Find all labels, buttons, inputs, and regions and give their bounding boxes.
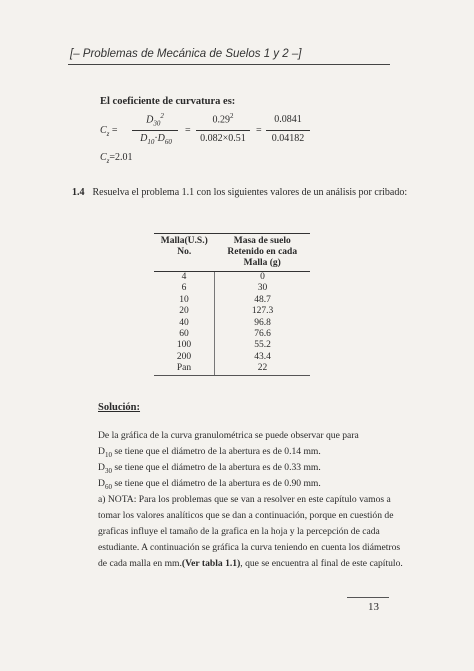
cell-masa: 96.8 <box>254 317 271 328</box>
solution-d10: $D_{10}$ se tiene que el diámetro de la abertura es de 0.14 mm. <box>98 446 321 459</box>
cell-malla: 4 <box>154 272 215 284</box>
problem-text: Resuelva el problema 1.1 con los siguientes valores de un análisis por cribado: <box>92 187 408 198</box>
fraction2-denominator: 0.082×0.51 <box>200 133 246 144</box>
note-line-4: estudiante. A continuación se gráfica la curva teniendo en cuenta los diámetros <box>98 542 401 553</box>
table-row <box>154 306 310 317</box>
cell-malla: 6 <box>154 283 215 294</box>
table-row <box>154 283 310 294</box>
problem-number: 1.4 <box>72 187 85 198</box>
solution-d30: $D_{30}$ se tiene que el diámetro de la abertura es de 0.33 mm. <box>98 462 321 475</box>
cell-masa: 43.4 <box>254 351 271 362</box>
table-row <box>154 318 310 329</box>
solution-intro: De la gráfica de la curva granulométrica se puede observar que para <box>98 430 359 441</box>
cell-masa: 76.6 <box>254 329 271 340</box>
cell-masa: 48.7 <box>254 294 271 305</box>
problem-statement <box>72 187 407 198</box>
curvature-title: El coeficiente de curvatura es: <box>100 96 236 107</box>
cell-masa: 30 <box>257 283 268 294</box>
note-line-2: tomar los valores analíticos que se dan a continuación, porque en cuestión de <box>98 510 394 521</box>
header-rule <box>68 64 390 65</box>
fraction3-numerator: 0.0841 <box>274 114 302 125</box>
footer-rule <box>347 597 389 598</box>
fraction3-bar <box>266 130 310 131</box>
fraction2-bar <box>196 130 250 131</box>
table-row <box>154 363 310 375</box>
cell-masa: 22 <box>215 363 311 375</box>
solution-d60: $D_{60}$ se tiene que el diámetro de la abertura es de 0.90 mm. <box>98 478 321 491</box>
table-row <box>154 295 310 306</box>
table-row <box>154 329 310 340</box>
fraction1-numerator: $D_{30}^2$ <box>146 112 164 128</box>
solution-title: Solución: <box>98 402 141 413</box>
cell-malla: 100 <box>154 340 215 351</box>
cell-malla: 10 <box>154 295 215 306</box>
cell-masa: 0 <box>260 272 265 282</box>
note-line-3: graficas influye el tamaño de la grafica en la hoja y la percepción de cada <box>98 526 380 537</box>
note-line-1: a) NOTA: Para los problemas que se van a resolver en este capítulo vamos a <box>98 494 391 505</box>
fraction1-bar <box>132 130 178 131</box>
equals-sign-3: = <box>256 125 262 136</box>
table-row <box>154 340 310 351</box>
cell-malla: 40 <box>154 318 215 329</box>
cell-malla: 200 <box>154 352 215 363</box>
curvature-result: $C_z=2.01$ <box>100 152 133 165</box>
col-header-malla: Malla(U.S.) No. <box>154 234 215 272</box>
running-header: [– Problemas de Mecánica de Suelos 1 y 2 –] <box>70 48 302 60</box>
table-row <box>154 352 310 363</box>
note-line-5: de cada malla en mm.(Ver tabla 1.1), que se encuentra al final de este capítulo. <box>98 558 403 569</box>
cell-malla: 60 <box>154 329 215 340</box>
fraction1-denominator: $D_{10}\cdot D_{60}$ <box>140 133 172 146</box>
page-number: 13 <box>368 601 379 613</box>
cell-masa: 55.2 <box>254 340 271 351</box>
table-row <box>154 272 310 284</box>
fraction2-numerator: 0.29$^2$ <box>212 112 234 126</box>
cell-masa: 127.3 <box>251 306 274 317</box>
cell-malla: Pan <box>154 363 215 375</box>
col-header-masa: Masa de suelo Retenido en cada Malla (g) <box>215 234 311 272</box>
equals-sign-2: = <box>185 125 191 136</box>
fraction3-denominator: 0.04182 <box>271 133 305 144</box>
sieve-table <box>154 233 310 376</box>
cell-malla: 20 <box>154 306 215 317</box>
table-header-row <box>154 234 310 272</box>
equation-lhs: $C_z$ = <box>100 125 118 138</box>
